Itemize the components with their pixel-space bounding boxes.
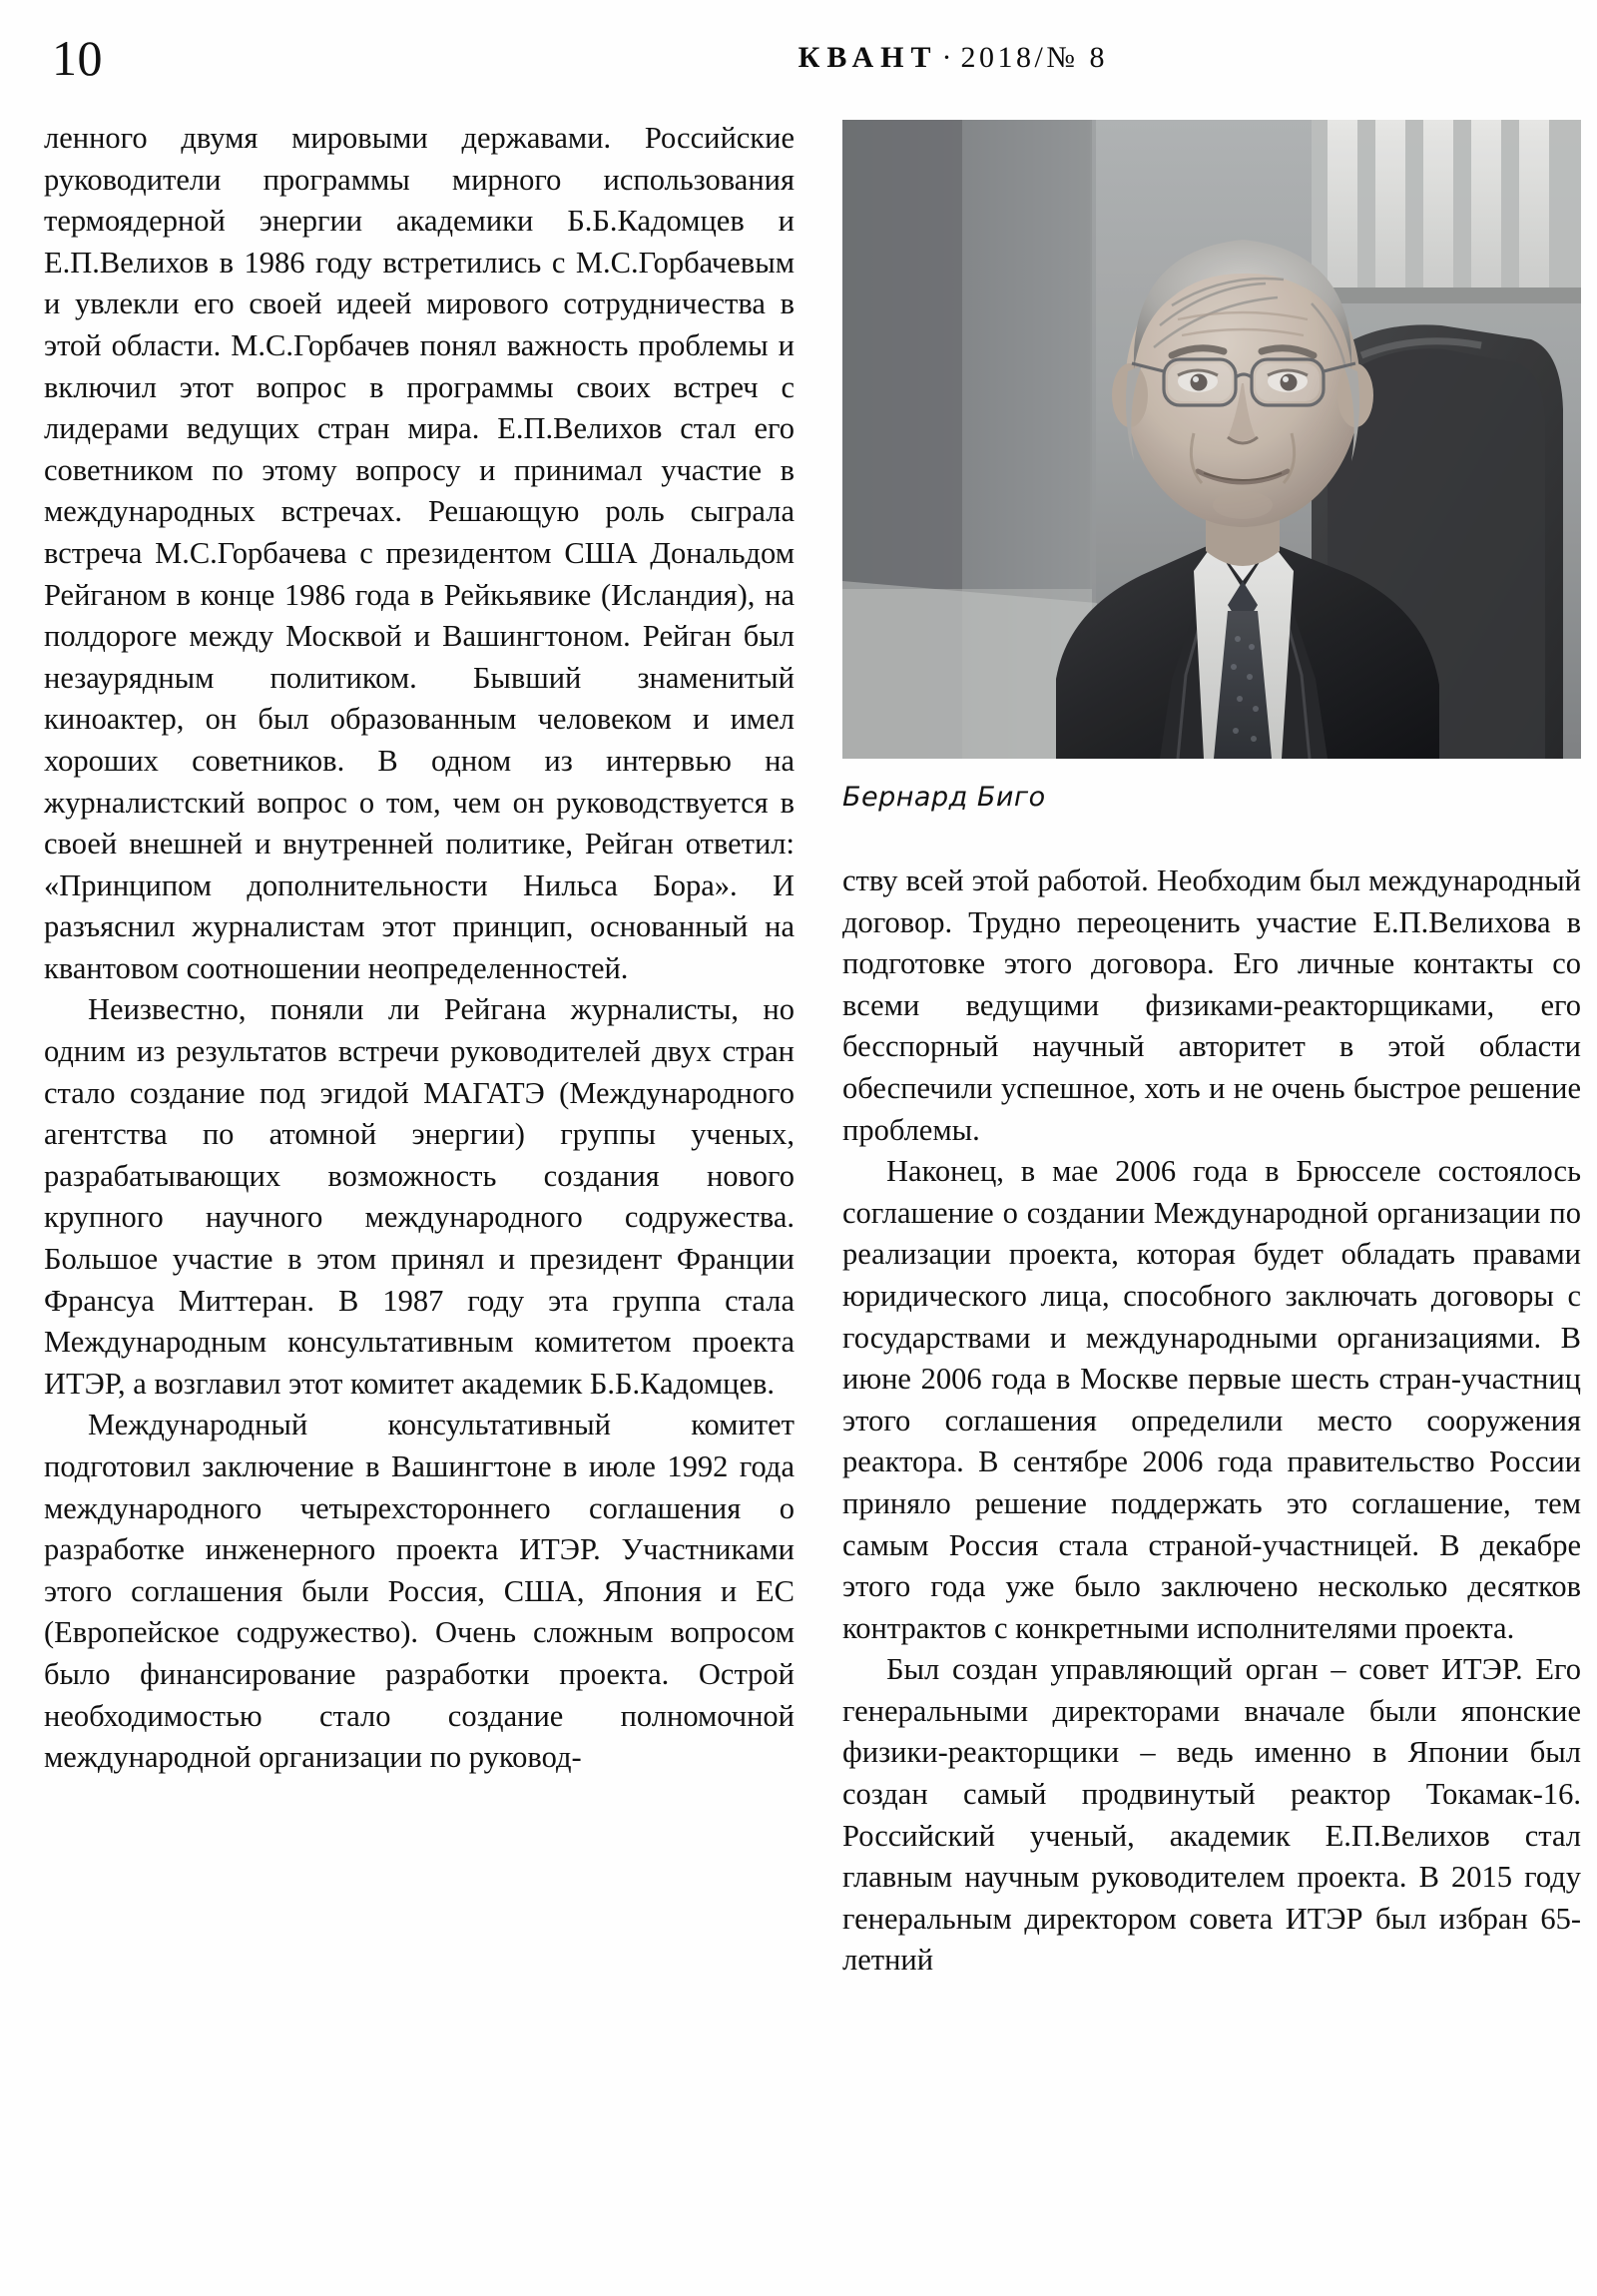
paragraph: ству всей этой работой. Необходим был международный договор. Трудно переоценить участие Е.П.Велихова в подготовке этого договора. Его личные контакты со всеми ведущими физиками-реакторщиками, его бесспорный научный авторитет в этой области обеспечили успешное, хоть и не очень быстрое решение проблемы.	[842, 863, 1581, 1147]
paragraph: Международный консультативный комитет подготовил заключение в Вашингтоне в июле 1992 года международного четырехстороннего соглашения о разработке инженерного проекта ИТЭР. Участниками этого соглашения были Россия, США, Япония и ЕС (Европейское содружество). Очень сложным вопросом было финансирование разработки проекта. Острой необходимостью стало создание полномочной международной организации по руковод-	[44, 1408, 795, 1775]
column-left	[44, 118, 795, 1779]
header-separator: ·	[941, 41, 957, 74]
journal-header	[0, 36, 1108, 80]
journal-issue: 2018/№ 8	[960, 41, 1108, 74]
running-head	[0, 28, 1597, 98]
column-right	[842, 861, 1581, 1982]
portrait-photo-image	[842, 120, 1581, 759]
paragraph: Наконец, в мае 2006 года в Брюсселе состоялось соглашение о создании Международной организации по реализации проекта, которая будет обладать правами юридического лица, способного заключать договоры с государствами и международными организациями. В июне 2006 года в Москве первые шесть стран-участниц этого соглашения определили место сооружения реактора. В сентябре 2006 года правительство России приняло решение поддержать это соглашение, тем самым Россия стала страной-участницей. В декабре этого года уже было заключено несколько десятков контрактов с конкретными исполнителями проекта.	[842, 1154, 1581, 1645]
paragraph: Неизвестно, поняли ли Рейгана журналисты, но одним из результатов встречи руководителей двух стран стало создание под эгидой МАГАТЭ (Международного агентства по атомной энергии) группы ученых, разрабатывающих возможность создания нового крупного научного международного содружества. Большое участие в этом принял и президент Франции Франсуа Миттеран. В 1987 году эта группа стала Международным консультативным комитетом проекта ИТЭР, а возглавил этот комитет академик Б.Б.Кадомцев.	[44, 992, 795, 1401]
page-number: 10	[52, 30, 103, 86]
figure-portrait	[842, 120, 1581, 815]
paragraph: ленного двумя мировыми державами. Российские руководители программы мирного использования термоядерной энергии академики Б.Б.Кадомцев и Е.П.Велихов в 1986 году встретились с М.С.Горбачевым и увлекли его своей идеей мирового сотрудничества в этой области. М.С.Горбачев понял важность проблемы и включил этот вопрос в программы своих встреч с лидерами ведущих стран мира. Е.П.Велихов стал его советником по этому вопросу и принимал участие в международных встречах. Решающую роль сыграла встреча М.С.Горбачева с президентом США Дональдом Рейганом в конце 1986 года в Рейкьявике (Исландия), на полдороге между Москвой и Вашингтоном. Рейган был незаурядным политиком. Бывший знаменитый киноактер, он был образованным человеком и имел хороших советников. В одном из интервью на журналистский вопрос о том, чем он руководствуется в своей внешней и внутренней политике, Рейган ответил: «Принципом дополнительности Нильса Бора». И разъяснил журналистам этот принцип, основанный на квантовом соотношении неопределенностей.	[44, 121, 795, 985]
paragraph: Был создан управляющий орган – совет ИТЭР. Его генеральными директорами вначале были японские физики-реакторщики – ведь именно в Японии был создан самый продвинутый реактор Токамак-16. Российский ученый, академик Е.П.Велихов стал главным научным руководителем проекта. В 2015 году генеральным директором совета ИТЭР был избран 65-летний	[842, 1652, 1581, 1978]
journal-name: КВАНТ	[798, 41, 938, 74]
portrait-photo	[842, 120, 1581, 759]
figure-caption: Бернард Биго	[842, 782, 1046, 813]
